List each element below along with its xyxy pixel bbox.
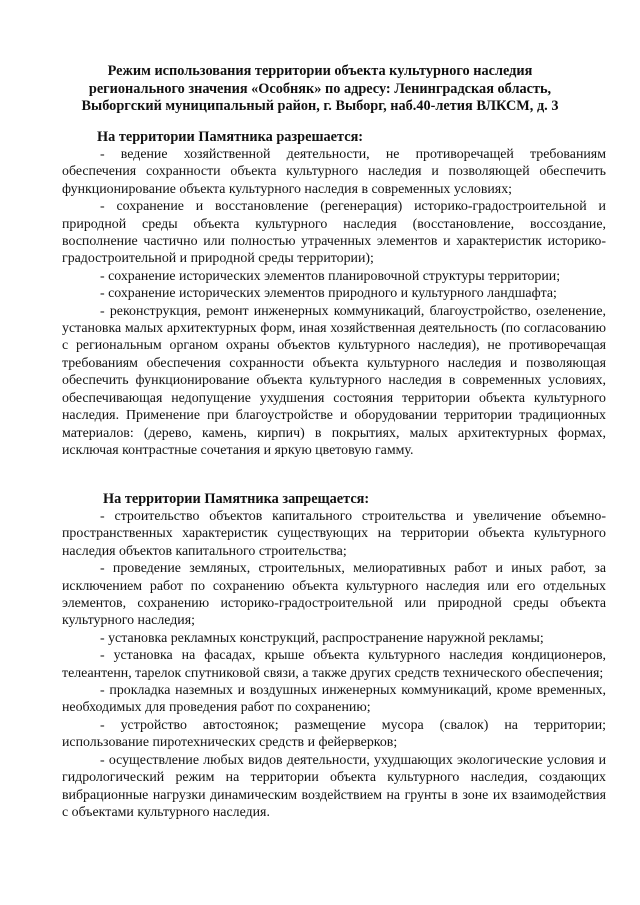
title-line-1: Режим использования территории объекта культурного наследия: [107, 63, 533, 79]
forbidden-item: - устройство автостоянок; размещение мусора (свалок) на территории; использование пиротехнических средств и фейерверков;: [62, 717, 606, 751]
forbidden-item: - установка рекламных конструкций, распространение наружной рекламы;: [100, 630, 544, 646]
allowed-item: - сохранение и восстановление (регенерация) историко-градостроительной и природной среды объекта культурного наследия (восстановление, воссоздание, восполнение частично или полностью утраченных элементов и характеристик историко-градостроительной и природной среды территории);: [62, 199, 606, 267]
forbidden-heading: На территории Памятника запрещается:: [103, 491, 370, 507]
forbidden-item: - осуществление любых видов деятельности, ухудшающих экологические условия и гидрологический режим на территории объекта культурного наследия, создающих вибрационные нагрузки динамическим воздействием на грунты в зоне их взаимодействия с объектами культурного наследия.: [62, 752, 606, 820]
allowed-heading: На территории Памятника разрешается:: [97, 129, 364, 145]
forbidden-item: - прокладка наземных и воздушных инженерных коммуникаций, кроме временных, необходимых для проведения работ по сохранению;: [62, 683, 606, 716]
allowed-item: - ведение хозяйственной деятельности, не противоречащей требованиям обеспечения сохранности объекта культурного наследия и позволяющей обеспечить функционирование объекта культурного наследия в современных условиях;: [62, 147, 606, 197]
document-title: [60, 63, 580, 116]
title-line-3: Выборгский муниципальный район, г. Выборг, наб.40-летия ВЛКСМ, д. 3: [81, 98, 559, 114]
forbidden-section: [62, 508, 606, 821]
title-line-2: регионального значения «Особняк» по адресу: Ленинградская область,: [88, 80, 552, 97]
allowed-item: - сохранение исторических элементов природного и культурного ландшафта;: [100, 286, 557, 302]
allowed-item: - реконструкция, ремонт инженерных коммуникаций, благоустройство, озеленение, установка малых архитектурных форм, иная хозяйственная деятельность (по согласованию с региональным органом охраны объектов культурного наследия), не противоречащая требованиям обеспечения сохранности объекта культурного наследия и позволяющая обеспечить функционирование объекта культурного наследия в современных условиях, обеспечивающая недопущение ухудшения состояния территории объекта культурного наследия. Применение при благоустройстве и оборудовании территории традиционных материалов: (дерево, камень, кирпич) в покрытиях, малых архитектурных формах, исключая контрастные сочетания и яркую цветовую гамму.: [62, 303, 606, 458]
allowed-section: [62, 146, 606, 459]
forbidden-item: - строительство объектов капитального строительства и увеличение объемно-пространственных характеристик существующих на территории объекта культурного наследия объектов капитального строительства;: [62, 509, 606, 559]
forbidden-item: - проведение земляных, строительных, мелиоративных работ и иных работ, за исключением работ по сохранению объекта культурного наследия или его отдельных элементов, сохранению историко-градостроительной или природной среды объекта культурного наследия;: [62, 561, 606, 629]
forbidden-item: - установка на фасадах, крыше объекта культурного наследия кондиционеров, телеантенн, тарелок спутниковой связи, а также других средств технического обеспечения;: [62, 648, 606, 681]
allowed-item: - сохранение исторических элементов планировочной структуры территории;: [100, 268, 561, 284]
